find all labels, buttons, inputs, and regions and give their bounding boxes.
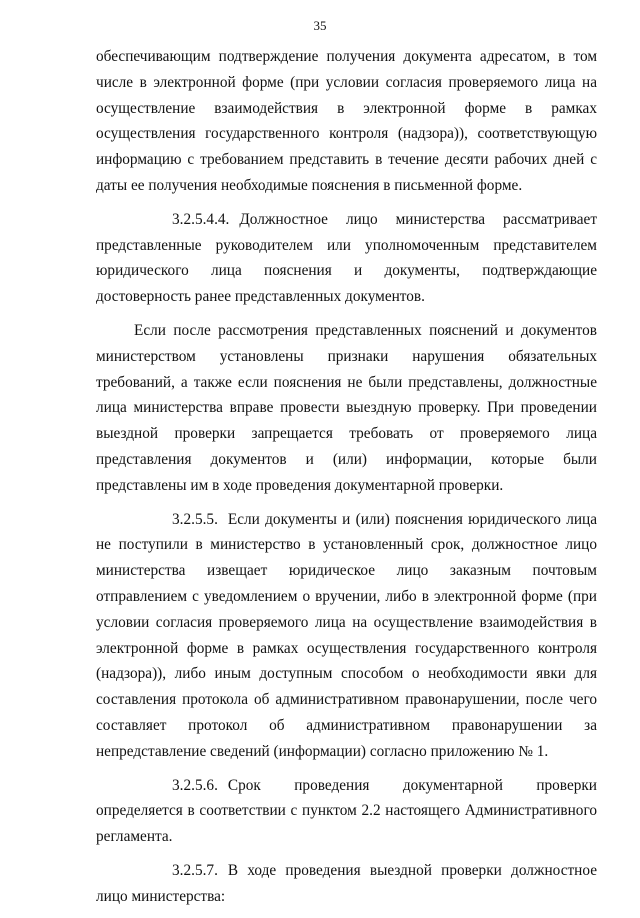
document-body (96, 44, 597, 918)
paragraph-inspection-conditions: Если после рассмотрения представленных пояснений и документов министерством установлены признаки нарушения обязательных требований, а также если пояснения не были представлены, должностные лица министерства вправе провести выездную проверку. При проведении выездной проверки запрещается требовать от проверяемого лица представления документов и (или) информации, которые были представлены им в ходе проведения документарной проверки. (96, 321, 597, 494)
paragraph-continuation: обеспечивающим подтверждение получения документа адресатом, в том числе в электронной форме (при условии согласия проверяемого лица на осуществление взаимодействия в электронной форме в рамках осуществления государственного контроля (надзора)), соответствующую информацию с требованием представить в течение десяти рабочих дней с даты ее получения необходимые пояснения в письменной форме. (96, 48, 597, 194)
paragraph-text: Должностное лицо министерства рассматривает представленные руководителем или уполномоченным представителем юридического лица пояснения и документы, подтверждающие достоверность ранее представленных документов. (96, 210, 597, 306)
paragraph-text: Срок проведения документарной проверки определяется в соответствии с пунктом 2.2 настоящего Административного регламента. (96, 776, 597, 846)
clause-number: 3.2.5.7. (172, 861, 218, 879)
paragraph-3-2-5-4-4 (96, 207, 597, 310)
paragraph-3-2-5-6 (96, 773, 597, 850)
paragraph-text: В ходе проведения выездной проверки должностное лицо министерства: (96, 861, 597, 905)
paragraph-3-2-5-7 (96, 858, 597, 910)
page-number: 35 (313, 18, 327, 33)
paragraph-text: Если документы и (или) пояснения юридического лица не поступили в министерство в установленный срок, должностное лицо министерства извещает юридическое лицо заказным почтовым отправлением с уведомлением о вручении, либо в электронной форме (при условии согласия проверяемого лица на осуществление взаимодействия в электронной форме в рамках осуществления государственного контроля (надзора)), либо иным доступным способом о необходимости явки для составления протокола об административном правонарушении, после чего составляет протокол об административном правонарушении за непредставление сведений (информации) согласно приложению № 1. (96, 510, 597, 760)
clause-number: 3.2.5.4.4. (172, 210, 230, 228)
clause-number: 3.2.5.6. (172, 776, 218, 794)
clause-number: 3.2.5.5. (172, 510, 218, 528)
paragraph-3-2-5-5 (96, 507, 597, 765)
